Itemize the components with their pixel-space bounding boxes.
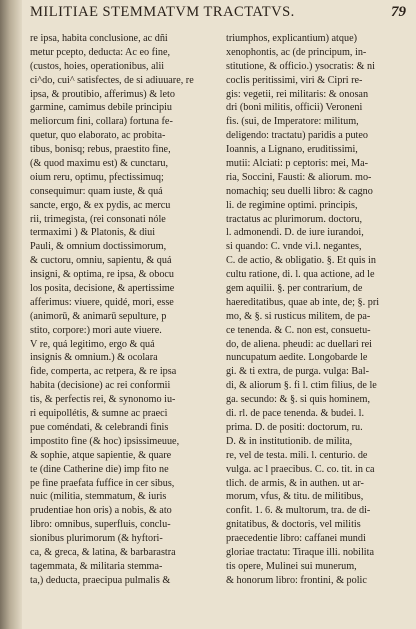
text-line: sancte, ergo, & ex pydis, ac mercu (30, 199, 171, 211)
text-line: l. admonendi. D. de iure iurandoi, (226, 227, 364, 239)
text-line: rii, trimegista, (rei consonati nóle (30, 213, 166, 225)
text-line: quetur, quo elaborato, ac probita- (30, 130, 166, 142)
text-line: ta,) deducta, praecipua pulmalis & (30, 574, 171, 586)
text-line: cultu ratione, di. l. qua actione, ad le (226, 269, 375, 281)
text-line: ria, Soccini, Fausti: & aliorum. mo- (226, 171, 372, 183)
text-line: gnitatibus, & doctoris, vel militis (226, 519, 361, 531)
text-column-left (30, 32, 206, 588)
text-line: V re, quá legitimo, ergo & quá (30, 338, 155, 350)
text-line: insigni, & optima, re ipsa, & obocu (30, 269, 175, 281)
text-line: nomachiq; seu duelli libro: & cagno (226, 185, 373, 197)
text-line: re, vel de testa. mili. l. centurio. de (226, 449, 368, 461)
text-line: (custos, hoies, operationibus, alii (30, 60, 165, 72)
text-line: vulga. ac l praecibus. C. co. tit. in ca (226, 463, 375, 475)
text-line: si quando: C. vnde vi.l. negantes, (226, 241, 362, 253)
text-line: fide, comperta, ac retpera, & re ipsa (30, 366, 177, 378)
text-line: habita (decisione) ac rei conformii (30, 380, 171, 392)
text-line: tibus, bonisq; rebus, praestito fine, (30, 144, 171, 156)
text-line: triumphos, explicantium) atque) (226, 33, 357, 44)
text-line: impostito fine (& hoc) ipsissimeuue, (30, 435, 180, 447)
text-line: prima. D. de positi: doctorum, ru. (226, 421, 363, 433)
text-line: praecedentie libro: caffanei mundi (226, 533, 366, 545)
text-line: confit. 1. 6. & multorum, tra. de di- (226, 505, 371, 517)
text-line: coclis peritissimi, viri & Cipri re- (226, 74, 363, 86)
running-head: MILITIAE STEMMATVM TRACTATVS. (30, 4, 295, 20)
text-line: garmine, camimus debile principiu (30, 102, 173, 114)
text-line: (& quod maximu est) & cunctaru, (30, 158, 169, 170)
text-line: stitutione, & officio.) ysocratis: & ni (226, 60, 375, 72)
text-line: sionibus plurimorum (& hyftori- (30, 533, 163, 545)
text-line: di, & aliorum §. fi l. ctim filius, de le (226, 380, 377, 392)
text-line: D. & in institutionib. de milita, (226, 435, 353, 447)
text-line: afferimus: viuere, quidé, mori, esse (30, 296, 174, 308)
text-line: ca, & greca, & latina, & barbarastra (30, 546, 176, 558)
text-line: stito, corpore:) mori aute viuere. (30, 324, 162, 336)
text-line: do, de aliena. pheudi: ac duellari rei (226, 338, 372, 350)
text-line: & honorum libro: frontini, & polic (226, 574, 367, 586)
page-header (30, 4, 406, 24)
text-line: fis. (sui, de Imperatore: militum, (226, 116, 359, 128)
text-line: ce tenenda. & C. non est, consuetu- (226, 324, 371, 336)
text-line: meliorcum fini, collara) fortuna fe- (30, 116, 173, 128)
text-line: Pauli, & omnium doctissimorum, (30, 241, 167, 253)
text-line: prudentiae hon oris) a nobis, & ato (30, 505, 172, 517)
text-line: tis, & perfectis rei, & synonomo iu- (30, 394, 176, 406)
text-line: gloriae tractatu: Tiraque illi. nobilita (226, 546, 374, 558)
text-line: termaximi ) & Platonis, & diui (30, 227, 156, 239)
text-line: mo, & §. si rusticus militem, de pa- (226, 310, 371, 322)
text-line: gis: vegetii, rei militaris: & onosan (226, 88, 369, 100)
text-line: Ioannis, a Lignano, eruditissimi, (226, 144, 358, 156)
text-line: (animorū, & animarū sepulture, p (30, 310, 167, 322)
text-line: gem aquilii. §. per contrarium, de (226, 283, 363, 295)
folio-number: 79 (391, 4, 406, 20)
text-line: tagemmata, & militaria stemma- (30, 560, 163, 572)
text-line: C. de actio, & obligatio. §. Et quis in (226, 255, 376, 267)
text-line: gi. & ti extra, de purga. vulga: Bal- (226, 366, 369, 378)
text-line: ipsa, & proutibio, afferimus) & leto (30, 88, 175, 100)
text-line: metur pcepto, deducta: Ac eo fine, (30, 46, 171, 58)
text-line: & cuctoru, omniu, sapientu, & quá (30, 255, 172, 267)
text-column-right (226, 32, 402, 588)
text-line: tractatus ac plurimorum. doctoru, (226, 213, 363, 225)
text-line: consequimur: quam iuste, & quá (30, 185, 163, 197)
binding-gutter (0, 0, 22, 629)
text-line: ga. secundo: & §. si quis hominem, (226, 394, 371, 406)
text-line: libro: omnibus, superfluis, conclu- (30, 519, 171, 531)
text-line: xenophontis, ac (de principum, in- (226, 46, 367, 58)
text-line: li. de regimine optimi. principis, (226, 199, 358, 211)
text-line: mutii: Alciati: p ceptoris: mei, Ma- (226, 158, 369, 170)
text-line: tis opere, Mulinei sui munerum, (226, 560, 357, 572)
text-line: di. rl. de pace tenenda. & budei. l. (226, 408, 365, 420)
text-line: insignis & omnium.) & ocolara (30, 352, 158, 364)
text-line: morum, vfus, & titu. de militibus, (226, 491, 364, 503)
text-line: pue coméndati, & celebrandi finis (30, 421, 169, 433)
text-line: ci^do, cui^ satisfectes, de si adiuuare, re (30, 74, 194, 86)
text-line: te (dine Catherine die) imp fito ne (30, 463, 169, 475)
text-line: tlich. de armis, & in authen. ut ar- (226, 477, 364, 489)
text-line: nuncupatum aedite. Longobarde le (226, 352, 368, 364)
text-line: dri (boni militis, officii) Veroneni (226, 102, 363, 114)
text-line: los posita, decisione, & apertissime (30, 283, 175, 295)
text-line: ri equipollétis, & sumne ac praeci (30, 408, 168, 420)
text-line: pe fine praefata fuffice in cer sibus, (30, 477, 175, 489)
text-line: deligendo: tractatu) paridis a puteo (226, 130, 369, 142)
text-line: haereditatibus, quae ab inte, de; §. pri (226, 296, 380, 308)
text-line: re ipsa, habita conclusione, ac dñi (30, 33, 168, 44)
text-line: & sophie, atque sapientie, & quare (30, 449, 172, 461)
text-line: nuic (militia, stemmatum, & iuris (30, 491, 167, 503)
text-line: oium reru, optimu, pfectissimuq; (30, 171, 164, 183)
